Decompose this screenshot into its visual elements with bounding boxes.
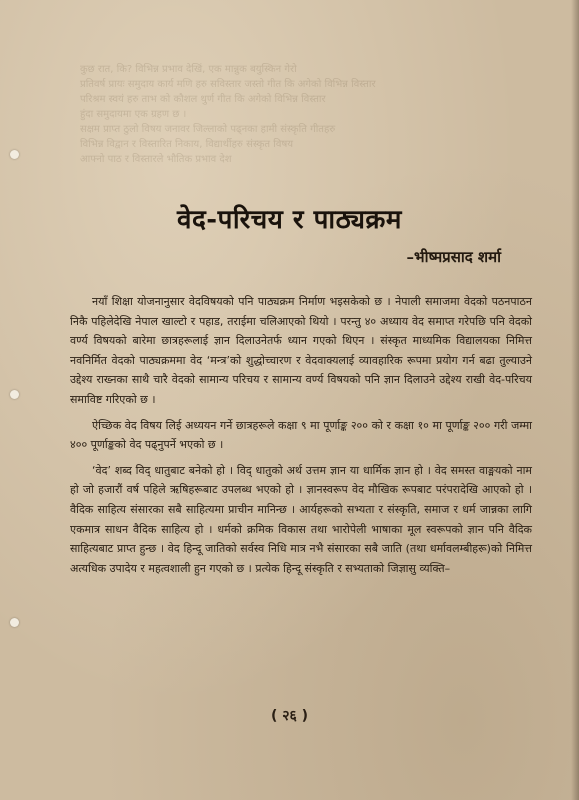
punch-hole	[10, 150, 19, 159]
ghost-line: हुंदा समुदायमा एक ग्रहण छ ।	[80, 109, 187, 120]
article-title: वेद-परिचय र पाठ्यक्रम	[177, 205, 402, 235]
paragraph: नयाँ शिक्षा योजनानुसार वेदविषयको पनि पाठ्यक्रम निर्माण भइसकेको छ । नेपाली समाजमा वेदको पठनपाठन निकै पहिलेदेखि नेपाल खाल्टो र पहाड, तराईमा चलिआएको थियो । परन्तु ४० अध्याय वेद समाप्त गरेपछि पनि वेदको वर्ण्य विषयको बारेमा छात्रहरूलाई ज्ञान दिलाउनेतर्फ ध्यान गएको थिएन । संस्कृत माध्यमिक विद्यालयका निमित्त नवनिर्मित वेदको पाठ्यक्रममा वेद ‘मन्त्र’को शुद्धोच्चारण र वेदवाक्यलाई व्यावहारिक रूपमा प्रयोग गर्न बढा तुल्याउने उद्देश्य राख्नका साथै चारै वेदको सामान्य परिचय र सामान्य वर्ण्य विषयको पनि ज्ञान दिलाउने उद्देश्य राखी वेद-परिचय समाविष्ट गरिएको छ ।	[70, 295, 532, 406]
ghost-line: प्रतिवर्ष प्रायः समुदाय कार्य मणि हरु सविस्तार जस्तो गीत कि अगेको विभिन्न विस्तार	[80, 79, 376, 90]
bleed-through-text	[80, 62, 520, 167]
ghost-line: सक्षम प्राप्त ठुलो विषय जनावर जिल्लाको पढ्नका हामी संस्कृति गीतहरु	[80, 124, 336, 135]
ghost-line: कुछ रात, कि? विभिन्न प्रभाव देखिं, एक मान्नुक बयुस्किन गेरो	[80, 64, 297, 75]
article-body	[70, 292, 532, 584]
paragraph: ‘वेद’ शब्द विद् धातुबाट बनेको हो । विद् धातुको अर्थ उत्तम ज्ञान या धार्मिक ज्ञान हो । वेद समस्त वाङ्मयको नाम हो जो हजारौं वर्ष पहिले ऋषिहरूबाट उपलब्ध भएको हो । ज्ञानस्वरूप वेद मौखिक रूपबाट परंपरादेखि आएको हो । वैदिक साहित्य संसारका सबै साहित्यमा प्राचीन मानिन्छ । आर्यहरूको सभ्यता र संस्कृति, समाज र धर्म जान्नका लागि एकमात्र साधन वैदिक साहित्य हो । धर्मको क्रमिक विकास तथा भारोपेली भाषाका मूल स्वरूपको ज्ञान पनि वैदिक साहित्यबाट प्राप्त हुन्छ । वेद हिन्दू जातिको सर्वस्व निधि मात्र नभै संसारका सबै जाति (तथा धर्मावलम्बीहरू)को निमित्त अत्यधिक उपादेय र महत्वशाली हुन गएको छ । प्रत्येक हिन्दू संस्कृति र सभ्यताको जिज्ञासु व्यक्ति–	[70, 463, 532, 575]
ghost-line: आफ्नो पाठ र विस्तारले भौतिक प्रभाव देश	[80, 154, 232, 165]
paragraph: ऐच्छिक वेद विषय लिई अध्ययन गर्ने छात्रहरूले कक्षा ९ मा पूर्णाङ्क २०० को र कक्षा १० मा पूर्णाङ्क २०० गरी जम्मा ४०० पूर्णाङ्कको वेद पढ्नुपर्ने भएको छ ।	[70, 418, 532, 452]
article-author: –भीष्मप्रसाद शर्मा	[406, 248, 501, 266]
page-edge-shadow	[571, 0, 579, 800]
ghost-line: विभिन्न विद्वान र विस्तारित निकाय, विद्यार्थीहरु संस्कृत विषय	[80, 139, 294, 150]
punch-hole	[10, 618, 19, 627]
ghost-line: परिश्रम स्वयं हरु ताभ को कौशल थुर्ण गीत कि अगेको विभिन्न विस्तार	[80, 94, 326, 105]
punch-hole	[10, 390, 19, 399]
page-number: ( २६ )	[270, 708, 309, 724]
